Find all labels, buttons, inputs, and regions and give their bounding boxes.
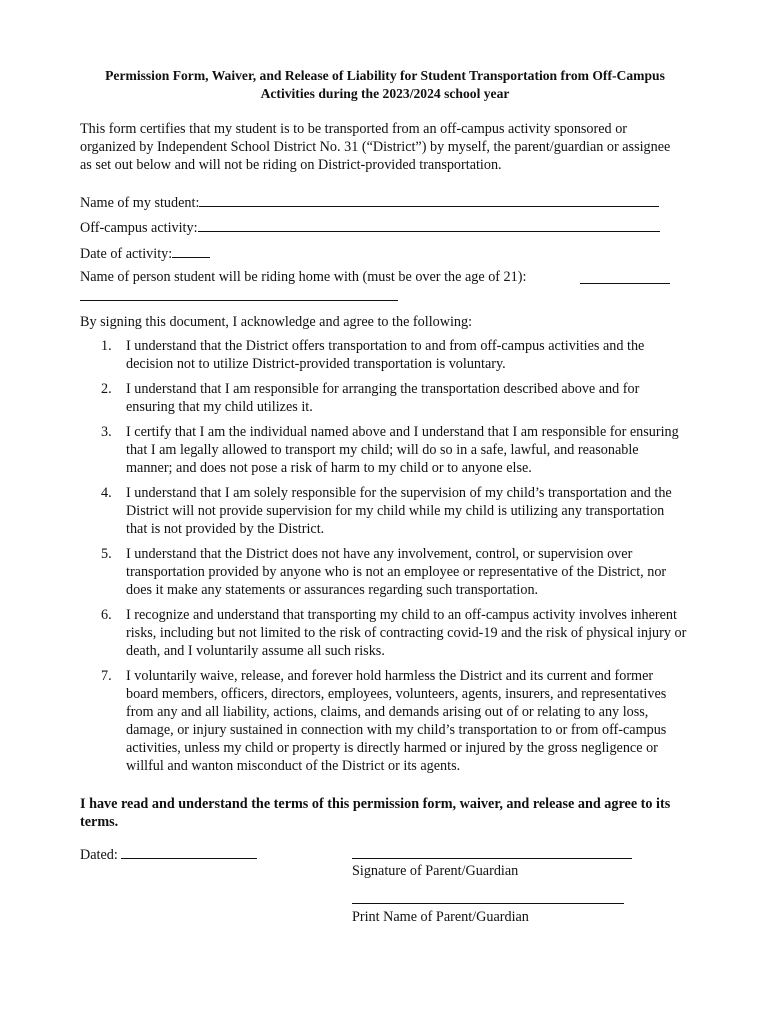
agreement-statement: I have read and understand the terms of this permission form, waiver, and release and agree to its terms. [80, 796, 671, 830]
term-item: 1. I understand that the District offers transportation to and from off-campus activities and the decision not to utilize District-provided transportation is voluntary. [101, 338, 645, 372]
term-item: 3. I certify that I am the individual named above and I understand that I am responsible for ensuring that I am legally allowed to transport my child; will do so in a safe, lawful, and reasonable manner; and does not pose a risk of harm to my child or to anyone else. [101, 424, 679, 476]
term-item: 6. I recognize and understand that transporting my child to an off-campus activity involves inherent risks, including but not limited to the risk of contracting covid-19 and the risk of physical injury or death, and I voluntarily assume all such risks. [101, 607, 687, 659]
term-item: 5. I understand that the District does not have any involvement, control, or supervision over transportation provided by anyone who is not an employee or representative of the District, nor does it make any statements or assurances regarding such transportation. [101, 546, 667, 598]
dated-field [80, 844, 257, 864]
activity-field [80, 217, 660, 237]
person-line-1[interactable] [580, 283, 670, 284]
activity-label: Off-campus activity: [80, 220, 198, 236]
dated-line[interactable] [121, 844, 257, 859]
dated-label: Dated: [80, 847, 118, 863]
student-name-field [80, 192, 659, 212]
date-label: Date of activity: [80, 246, 173, 262]
person-line-2[interactable] [80, 300, 398, 301]
intro-paragraph: This form certifies that my student is to be transported from an off-campus activity sponsored or organized by Independent School District No. 31 (“District”) by myself, the parent/guardian or assignee as set out below and will not be riding on District-provided transportation. [80, 121, 671, 173]
student-name-label: Name of my student: [80, 195, 200, 211]
term-item: 2. I understand that I am responsible for arranging the transportation described above and for ensuring that my child utilizes it. [101, 381, 640, 415]
activity-line[interactable] [198, 217, 660, 232]
term-item: 4. I understand that I am solely responsible for the supervision of my child’s transportation and the District will not provide supervision for my child while my child is utilizing any transportation that is not provided by the District. [101, 485, 672, 537]
acknowledge-text: By signing this document, I acknowledge and agree to the following: [80, 314, 473, 330]
terms-list [80, 337, 688, 782]
form-title: Permission Form, Waiver, and Release of Liability for Student Transportation from Off-Campus Activities during the 2023/2024 school year [105, 68, 665, 101]
signature-label: Signature of Parent/Guardian [352, 863, 519, 879]
student-name-line[interactable] [199, 192, 659, 207]
print-name-label: Print Name of Parent/Guardian [352, 909, 529, 925]
date-line[interactable] [172, 243, 210, 258]
date-field [80, 243, 210, 263]
person-field [80, 268, 526, 286]
term-item: 7. I voluntarily waive, release, and forever hold harmless the District and its current and former board members, officers, directors, employees, volunteers, agents, insurers, and representatives from any and all liability, actions, claims, and demands arising out of or relating to any loss, damage, or injury sustained in connection with my child’s transportation to or from off-campus activities, unless my child or property is directly harmed or injured by the gross negligence or willful and wanton misconduct of the District or its agents. [101, 668, 667, 774]
print-name-line[interactable] [352, 903, 624, 904]
signature-line[interactable] [352, 858, 632, 859]
person-label: Name of person student will be riding home with (must be over the age of 21): [80, 269, 527, 285]
